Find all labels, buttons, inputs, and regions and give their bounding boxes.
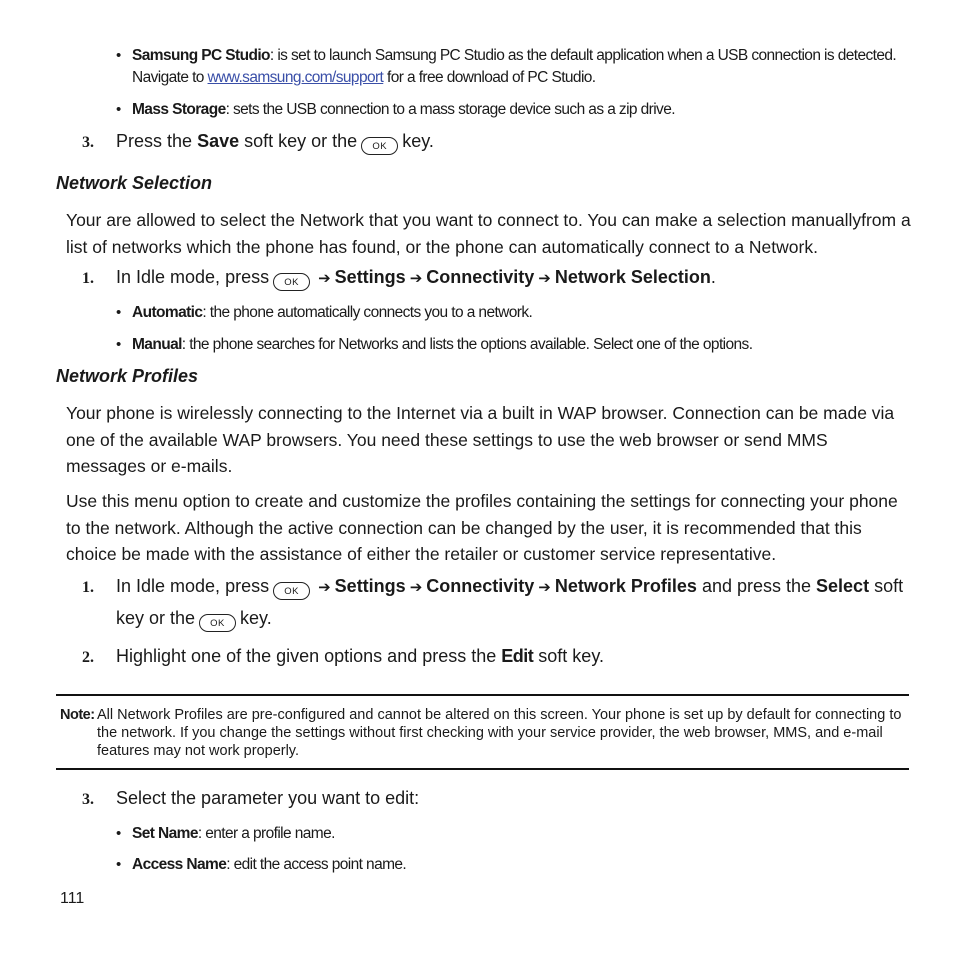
bullet-pc-studio-line2 — [132, 69, 596, 87]
step-save — [116, 131, 434, 155]
bullet-term: Manual — [132, 336, 182, 353]
step-text: and press the — [701, 576, 812, 596]
samsung-support-link[interactable]: www.samsung.com/support — [207, 69, 384, 86]
bullet-term: Mass Storage — [132, 101, 226, 118]
bullet-manual — [116, 336, 753, 354]
menu-path-connectivity: Connectivity — [426, 267, 535, 287]
step-number: 2. — [82, 649, 94, 666]
note-top-rule — [56, 694, 909, 696]
ok-key-icon: OK — [361, 137, 398, 155]
bullet-text: : edit the access point name. — [226, 856, 407, 873]
bullet-set-name — [116, 825, 335, 843]
menu-path-network-profiles: Network Profiles — [554, 576, 697, 596]
section-heading-network-selection: Network Selection — [56, 173, 213, 193]
save-key-label: Save — [197, 131, 240, 151]
step-highlight — [116, 646, 604, 667]
arrow-icon: ➔ — [409, 578, 423, 596]
step-text: Highlight one of the given options and press the — [116, 646, 497, 666]
step-text: . — [710, 267, 716, 287]
section-heading-network-profiles: Network Profiles — [56, 366, 199, 386]
bullet-automatic — [116, 304, 533, 322]
arrow-icon: ➔ — [318, 578, 331, 596]
step-text: In Idle mode, press — [116, 267, 270, 287]
step-number: 1. — [82, 579, 94, 596]
bullet-mass-storage — [116, 101, 675, 119]
bullet-dot: • — [116, 825, 122, 842]
network-selection-paragraph: Your are allowed to select the Network that you want to connect to. You can make a selection manuallyfrom a list of networks which the phone has found, or the phone can automatically connect to a Network. — [66, 210, 911, 257]
bullet-dot: • — [116, 856, 122, 873]
step-number: 1. — [82, 270, 94, 287]
step-select-parameter: Select the parameter you want to edit: — [116, 788, 420, 808]
bullet-dot: • — [116, 47, 122, 64]
bullet-text: : the phone searches for Networks and lists the options available. Select one of the options. — [181, 336, 753, 353]
select-key-label: Select — [816, 576, 870, 596]
bullet-dot: • — [116, 101, 122, 118]
navigate-text: Navigate to — [132, 69, 204, 86]
bullet-text: : sets the USB connection to a mass storage device such as a zip drive. — [225, 101, 675, 118]
arrow-icon: ➔ — [538, 578, 551, 596]
step-text: key. — [402, 131, 434, 151]
bullet-term: Set Name — [132, 825, 198, 842]
ok-key-icon: OK — [273, 582, 310, 600]
bullet-access-name — [116, 856, 407, 874]
menu-path-connectivity: Connectivity — [426, 576, 535, 596]
note-text: All Network Profiles are pre-configured and cannot be altered on this screen. Your phone is set up by default for connecting to the network. If you change the settings without first checking with your service provider, the web browser, MMS, and e-mail features may not work properly. — [97, 707, 902, 759]
edit-key-label: Edit — [501, 646, 534, 666]
step-text: key or the — [116, 608, 196, 628]
step-text: key. — [240, 608, 272, 628]
step-text: soft key. — [538, 646, 604, 666]
bullet-pc-studio — [116, 47, 932, 65]
bullet-dot: • — [116, 304, 122, 321]
bullet-term: Samsung PC Studio — [132, 47, 270, 64]
ok-key-icon: OK — [273, 273, 310, 291]
step-text: soft — [874, 576, 904, 596]
menu-path-settings: Settings — [334, 267, 406, 287]
bullet-text: : enter a profile name. — [197, 825, 335, 842]
step-number: 3. — [82, 134, 94, 151]
note-box — [60, 706, 906, 760]
step-network-profiles — [116, 576, 903, 600]
bullet-dot: • — [116, 336, 122, 353]
step-text: soft key or the — [244, 131, 358, 151]
arrow-icon: ➔ — [318, 269, 331, 287]
note-label: Note: — [60, 707, 95, 723]
network-profiles-paragraph-2: Use this menu option to create and customize the profiles containing the settings for connecting your phone to the network. Although the active connection can be changed by the user, it is recommended that this choice be made with the assistance of either the retailer or customer service representative. — [66, 491, 898, 564]
bullet-term: Access Name — [132, 856, 227, 873]
bullet-term: Automatic — [132, 304, 203, 321]
menu-path-settings: Settings — [334, 576, 406, 596]
step-text: Press the — [116, 131, 193, 151]
note-bottom-rule — [56, 768, 909, 770]
ok-key-icon: OK — [199, 614, 236, 632]
step-network-profiles-line2 — [116, 608, 272, 632]
step-number: 3. — [82, 791, 94, 808]
menu-path-network-selection: Network Selection — [554, 267, 711, 287]
download-text: for a free download of PC Studio. — [386, 69, 596, 86]
bullet-text: : is set to launch Samsung PC Studio as the default application when a USB connection is detected. — [269, 47, 897, 64]
step-text: In Idle mode, press — [116, 576, 270, 596]
step-network-selection — [116, 267, 716, 291]
bullet-text: : the phone automatically connects you to a network. — [202, 304, 533, 321]
arrow-icon: ➔ — [538, 269, 551, 287]
arrow-icon: ➔ — [409, 269, 423, 287]
network-profiles-paragraph-1: Your phone is wirelessly connecting to the Internet via a built in WAP browser. Connection can be made via one of the available WAP browsers. You need these settings to use the web browser or send MMS messages or e-mails. — [66, 403, 895, 476]
page-number: 111 — [60, 890, 85, 907]
